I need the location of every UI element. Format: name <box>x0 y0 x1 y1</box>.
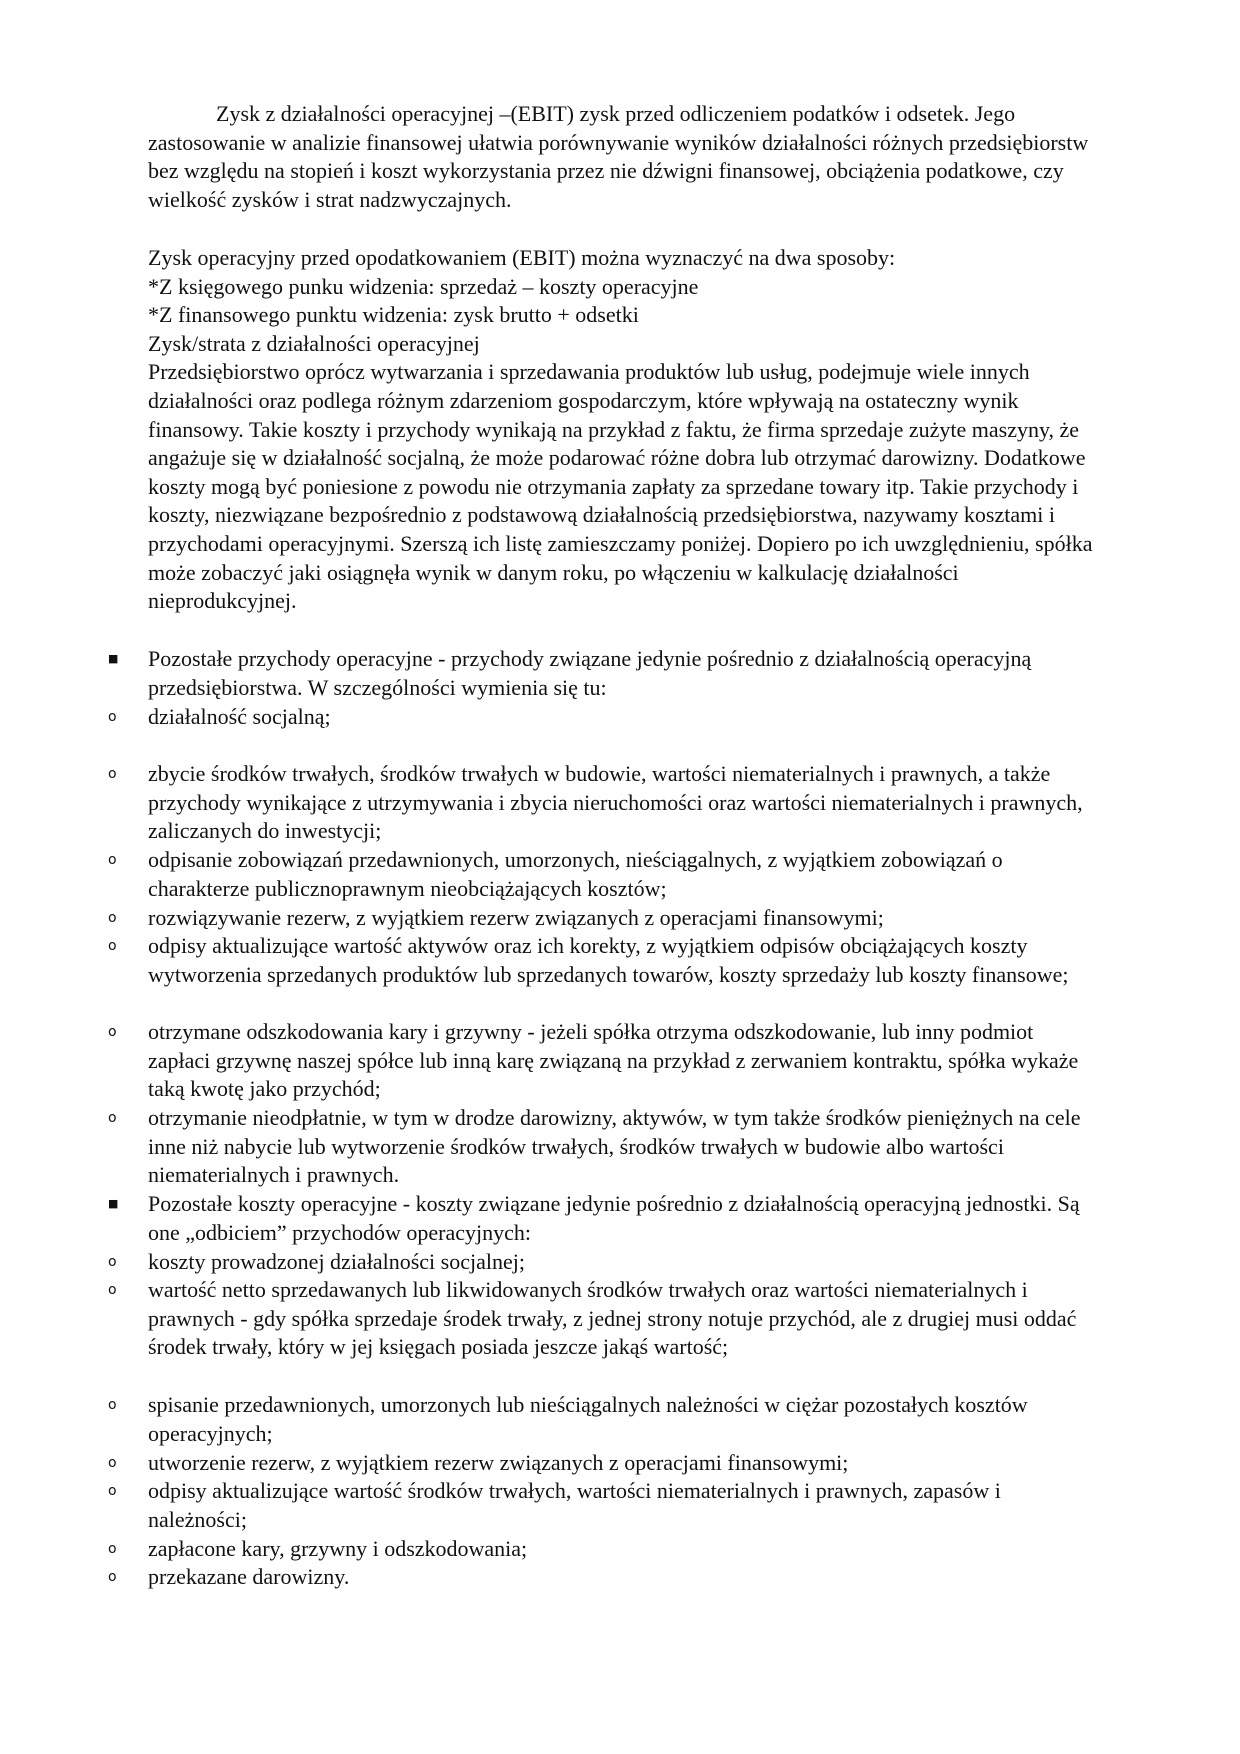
income-bullet-text: Pozostałe przychody operacyjne - przychody związane jedynie pośrednio z działalnością operacyjną przedsiębiorstwa. W szczególności wymienia się tu: <box>148 646 1032 700</box>
intro-paragraph: Zysk z działalności operacyjnej –(EBIT) zysk przed odliczeniem podatków i odsetek. Jego zastosowanie w analizie finansowej ułatwia porównywanie wyników działalności różnych przedsiębiorstw bez względu na stopień i koszt wykorzystania przez nie dźwigni finansowej, obciążenia podatkowe, czy wielkość zysków i strat nadzwyczajnych. <box>148 101 1089 212</box>
list-item-text: odpisy aktualizujące wartość środków trwałych, wartości niematerialnych i prawnych, zapasów i należności; <box>148 1478 1001 1532</box>
list-item-text: wartość netto sprzedawanych lub likwidowanych środków trwałych oraz wartości niematerialnych i prawnych - gdy spółka sprzedaje środek trwały, z jednej strony notuje przychód, ale z drugiej musi oddać środek trwały, który w jej księgach posiada jeszcze jakąś wartość; <box>148 1277 1077 1360</box>
list-item-text: otrzymane odszkodowania kary i grzywny - jeżeli spółka otrzyma odszkodowanie, lub inny podmiot zapłaci grzywnę naszej spółce lub inną karę związaną na przykład z zerwaniem kontraktu, spółka wykaże taką kwotę jako przychód; <box>148 1019 1079 1102</box>
circle-bullet-icon: o <box>108 938 117 954</box>
list-item <box>108 1449 1098 1478</box>
circle-bullet-icon: o <box>108 1024 117 1040</box>
bullet-icon: ■ <box>108 652 119 665</box>
circle-bullet-icon: o <box>108 1110 117 1126</box>
list-item-costs <box>108 1190 1098 1247</box>
list-item-text: rozwiązywanie rezerw, z wyjątkiem rezerw związanych z operacjami finansowymi; <box>148 905 884 930</box>
ebit-methods-line: Zysk operacyjny przed opodatkowaniem (EBIT) można wyznaczyć na dwa sposoby: <box>148 245 896 270</box>
list-item <box>108 1535 1098 1564</box>
bullet-icon: ■ <box>108 1197 119 1210</box>
list-item <box>108 932 1098 989</box>
circle-bullet-icon: o <box>108 910 117 926</box>
list-item-text: zapłacone kary, grzywny i odszkodowania; <box>148 1536 528 1561</box>
circle-bullet-icon: o <box>108 1541 117 1557</box>
circle-bullet-icon: o <box>108 1282 117 1298</box>
circle-bullet-icon: o <box>108 709 117 725</box>
list-item <box>108 904 1098 933</box>
cost-bullet-text: Pozostałe koszty operacyjne - koszty związane jedynie pośrednio z działalnością operacyjną jednostki. Są one „odbiciem” przychodów operacyjnych: <box>148 1191 1080 1245</box>
list-item-text: zbycie środków trwałych, środków trwałych w budowie, wartości niematerialnych i prawnych, a także przychody wynikające z utrzymywania i zbycia nieruchomości oraz wartości niematerialnych i prawnych, zaliczanych do inwestycji; <box>148 761 1083 844</box>
financial-view-line: *Z finansowego punktu widzenia: zysk brutto + odsetki <box>148 302 639 328</box>
list-item <box>108 1018 1098 1104</box>
accounting-view-line: *Z księgowego punku widzenia: sprzedaż – koszty operacyjne <box>148 273 699 299</box>
circle-bullet-icon: o <box>108 1254 117 1270</box>
list-item <box>108 1104 1098 1190</box>
circle-bullet-icon: o <box>108 1483 117 1499</box>
ebit-section <box>148 244 1098 616</box>
list-item <box>108 1477 1098 1534</box>
operating-result-heading: Zysk/strata z działalności operacyjnej <box>148 330 480 356</box>
circle-bullet-icon: o <box>108 766 117 782</box>
circle-bullet-icon: o <box>108 852 117 868</box>
list-item <box>108 1563 1098 1592</box>
list-item-text: odpisanie zobowiązań przedawnionych, umorzonych, nieściągalnych, z wyjątkiem zobowiązań o charakterze publicznoprawnym nieobciążających kosztów; <box>148 847 1003 901</box>
list-item <box>108 1276 1098 1362</box>
list-item-text: otrzymanie nieodpłatnie, w tym w drodze darowizny, aktywów, w tym także środków pieniężnych na cele inne niż nabycie lub wytworzenie środków trwałych, środków trwałych w budowie albo wartości niematerialnych i prawnych. <box>148 1105 1081 1188</box>
list-item-income <box>108 645 1098 702</box>
list-item <box>108 760 1098 846</box>
list-item <box>108 703 1098 732</box>
circle-bullet-icon: o <box>108 1569 117 1585</box>
list-item-text: działalność socjalną; <box>148 704 331 729</box>
list-item <box>108 846 1098 903</box>
list-item-text: spisanie przedawnionych, umorzonych lub nieściągalnych należności w ciężar pozostałych kosztów operacyjnych; <box>148 1392 1028 1446</box>
list-item-text: utworzenie rezerw, z wyjątkiem rezerw związanych z operacjami finansowymi; <box>148 1450 849 1475</box>
circle-bullet-icon: o <box>108 1455 117 1471</box>
list-item-text: koszty prowadzonej działalności socjalnej; <box>148 1249 525 1274</box>
operating-result-paragraph: Przedsiębiorstwo oprócz wytwarzania i sprzedawania produktów lub usług, podejmuje wiele innych działalności oraz podlega różnym zdarzeniom gospodarczym, które wpływają na ostateczny wynik finansowy. Takie koszty i przychody wynikają na przykład z faktu, że firma sprzedaje zużyte maszyny, że angażuje się w działalność socjalną, że może podarować różne dobra lub otrzymać darowizny. Dodatkowe koszty mogą być poniesione z powodu nie otrzymania zapłaty za sprzedane towary itp. Takie przychody i koszty, niezwiązane bezpośrednio z podstawową działalnością przedsiębiorstwa, nazywamy kosztami i przychodami operacyjnymi. Szerszą ich listę zamieszczamy poniżej. Dopiero po ich uwzględnieniu, spółka może zobaczyć jaki osiągnęła wynik w danym roku, po włączeniu w kalkulację działalności nieprodukcyjnej. <box>148 359 1093 614</box>
list-item-text: przekazane darowizny. <box>148 1564 350 1589</box>
list-item-text: odpisy aktualizujące wartość aktywów oraz ich korekty, z wyjątkiem odpisów obciążających koszty wytworzenia sprzedanych produktów lub sprzedanych towarów, koszty sprzedaży lub koszty finansowe; <box>148 933 1069 987</box>
circle-bullet-icon: o <box>108 1397 117 1413</box>
list-item <box>108 1391 1098 1448</box>
list-item <box>108 1248 1098 1277</box>
